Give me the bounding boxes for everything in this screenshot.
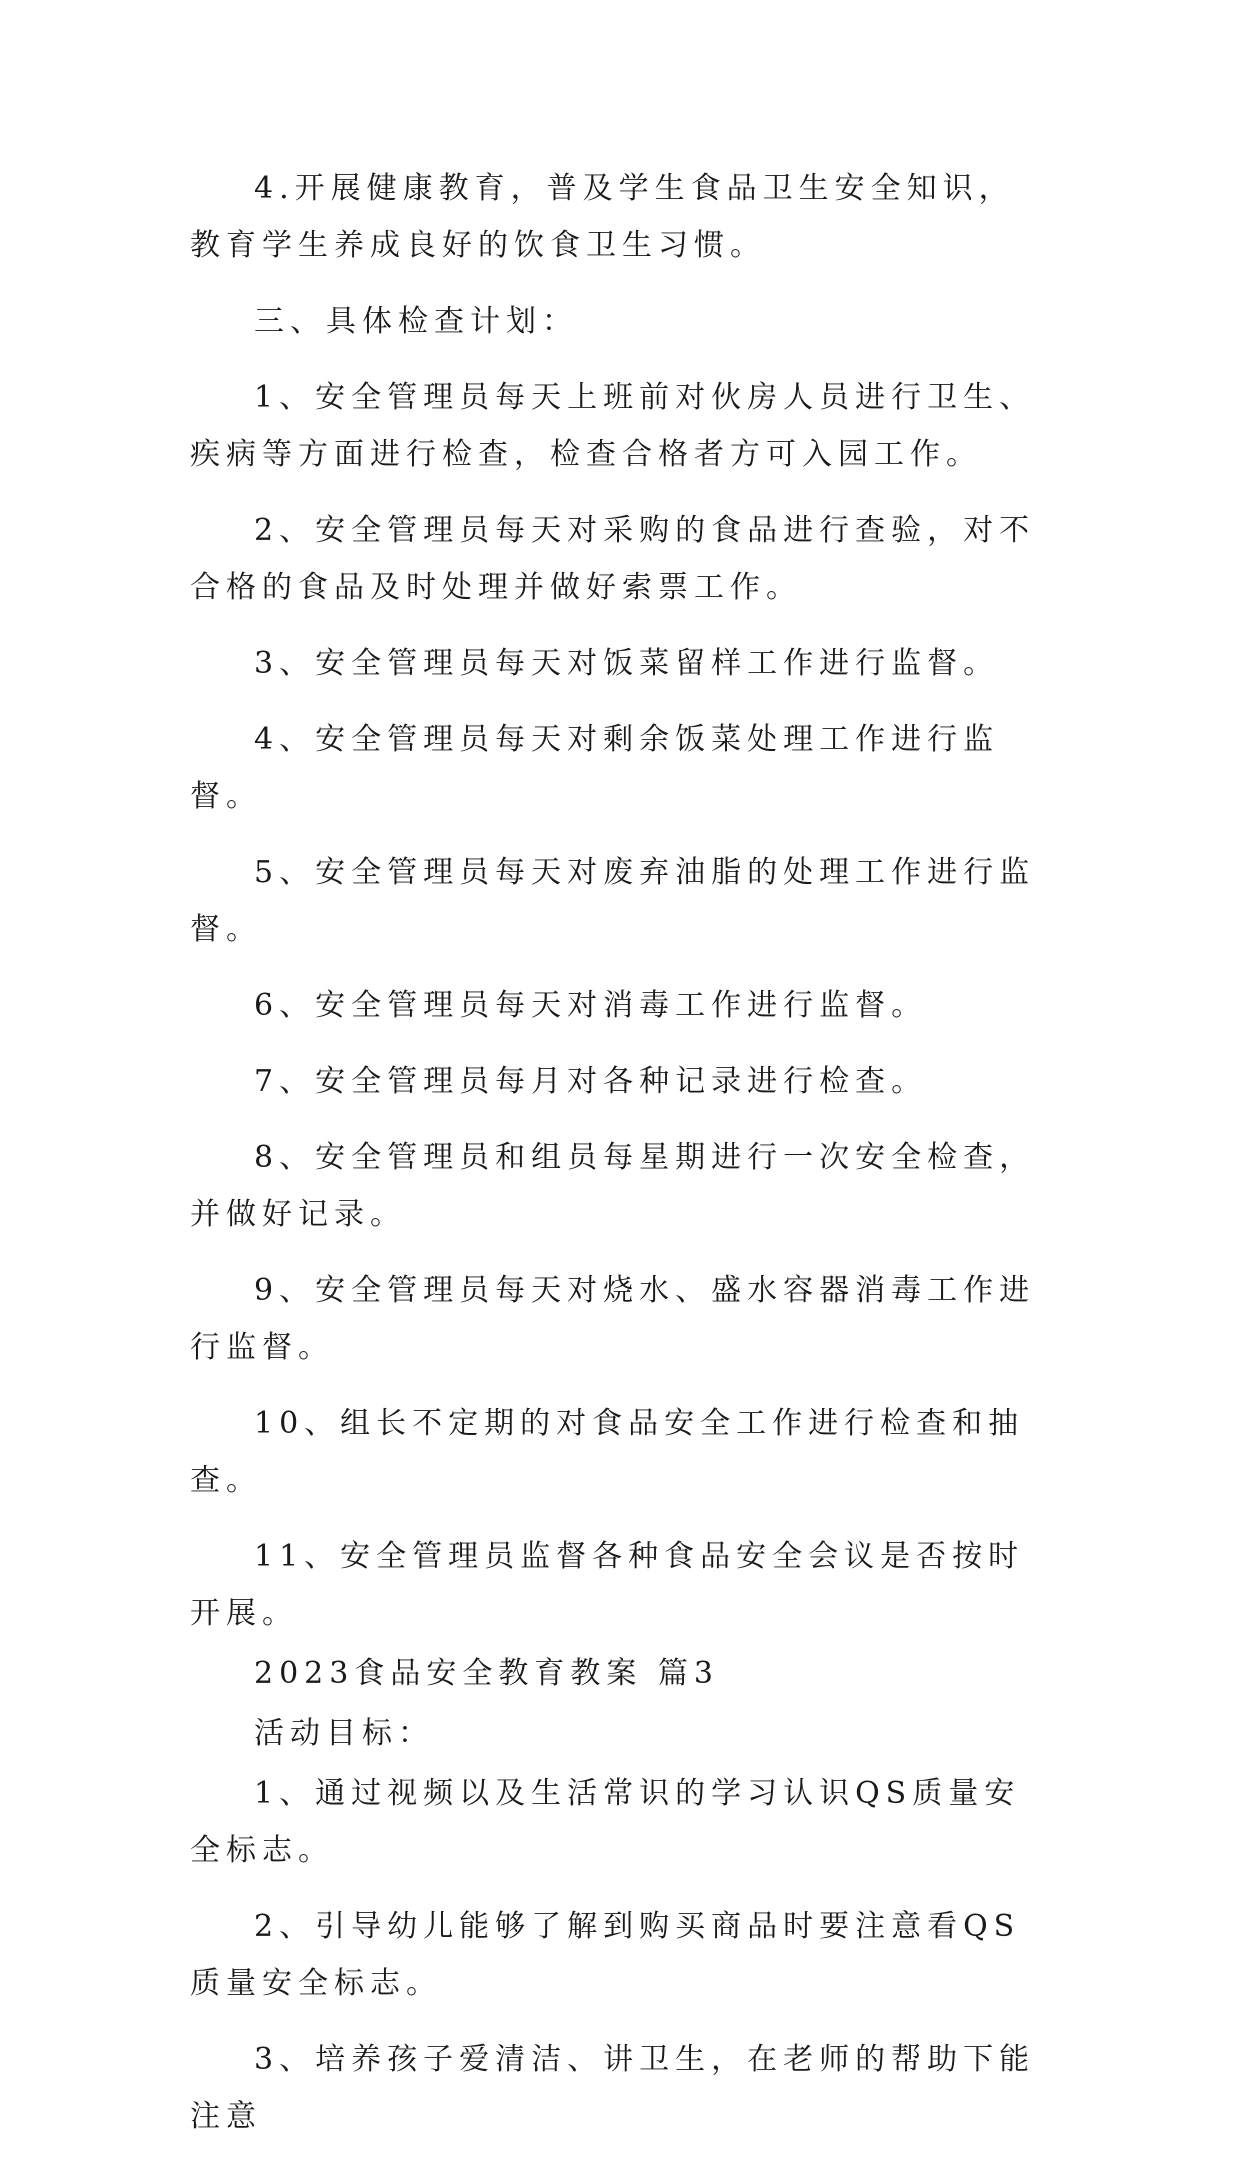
list-item: 4、安全管理员每天对剩余饭菜处理工作进行监督。	[190, 722, 1000, 814]
document-body	[190, 160, 1050, 2164]
list-item: 7、安全管理员每月对各种记录进行检查。	[254, 1064, 928, 1099]
list-item: 1、安全管理员每天上班前对伙房人员进行卫生、疾病等方面进行检查，检查合格者方可入园工作。	[190, 380, 1036, 472]
list-item: 10、组长不定期的对食品安全工作进行检查和抽查。	[190, 1406, 1025, 1498]
list-item: 11、安全管理员监督各种食品安全会议是否按时开展。	[190, 1539, 1025, 1631]
list-item: 1、通过视频以及生活常识的学习认识QS质量安全标志。	[190, 1776, 1021, 1868]
list-item: 9、安全管理员每天对烧水、盛水容器消毒工作进行监督。	[190, 1273, 1036, 1365]
list-item: 2、引导幼儿能够了解到购买商品时要注意看QS质量安全标志。	[190, 1909, 1021, 2001]
paragraph: 4.开展健康教育，普及学生食品卫生安全知识，教育学生养成良好的饮食卫生习惯。	[190, 171, 1015, 263]
section-heading: 三、具体检查计划：	[254, 304, 578, 339]
section-title: 2023食品安全教育教案 篇3	[254, 1656, 719, 1691]
list-item: 6、安全管理员每天对消毒工作进行监督。	[254, 988, 928, 1023]
list-item: 3、安全管理员每天对饭菜留样工作进行监督。	[254, 646, 1000, 681]
list-item: 3、培养孩子爱清洁、讲卫生，在老师的帮助下能注意	[190, 2042, 1036, 2134]
list-item: 8、安全管理员和组员每星期进行一次安全检查，并做好记录。	[190, 1140, 1036, 1232]
section-heading: 活动目标：	[254, 1716, 434, 1751]
list-item: 2、安全管理员每天对采购的食品进行查验，对不合格的食品及时处理并做好索票工作。	[190, 513, 1036, 605]
list-item: 5、安全管理员每天对废弃油脂的处理工作进行监督。	[190, 855, 1036, 947]
